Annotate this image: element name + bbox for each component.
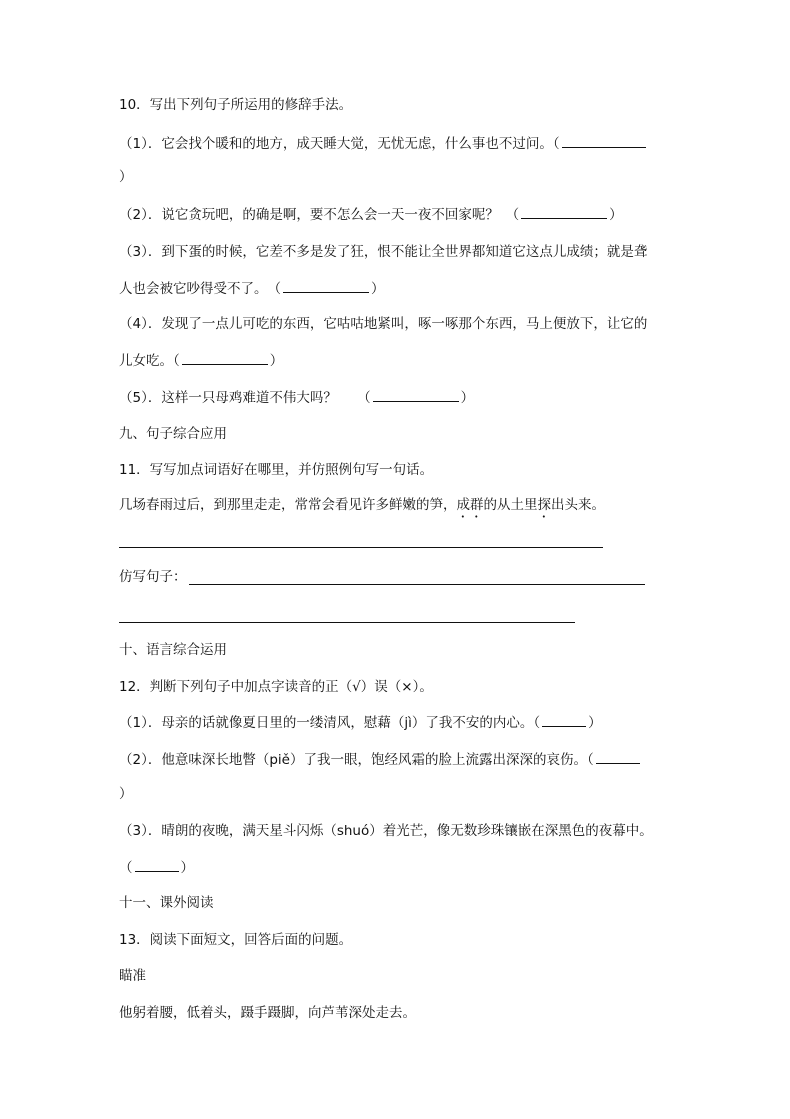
q12-item-2-close: ）	[119, 786, 133, 802]
q10-item-2-close: ）	[609, 207, 623, 223]
q12-item-2-text: （2）．他意味深长地瞥（piě）了我一眼，饱经风霜的脸上流露出深深的哀伤。（	[119, 752, 594, 768]
q10-item-4-cont	[119, 351, 283, 370]
q10-item-2-text: （2）．说它贪玩吧，的确是啊，要不怎么会一天一夜不回家呢？ （	[119, 207, 520, 223]
q10-title: 10．写出下列句子所运用的修辞手法。	[119, 97, 353, 113]
q12-item-1	[119, 713, 602, 732]
q11-imitate-line-1[interactable]	[189, 584, 645, 585]
q13-passage-title: 瞄准	[119, 968, 146, 984]
q10-item-4: （4）．发现了一点儿可吃的东西，它咕咕地紧叫，啄一啄那个东西，马上便放下，让它的	[119, 316, 648, 332]
q10-item-3: （3）．到下蛋的时候，它差不多是发了狂，恨不能让全世界都知道它这点儿成绩；就是聋	[119, 244, 648, 260]
q11-title: 11．写写加点词语好在哪里，并仿照例句写一句话。	[119, 462, 434, 478]
q10-item-3-cont-text: 人也会被它吵得受不了。 （	[119, 281, 281, 297]
q12-item-2	[119, 750, 642, 769]
section-10-heading: 十、语言综合运用	[119, 642, 227, 658]
q11-imitate-label: 仿写句子：	[119, 569, 187, 585]
q12-title: 12．判断下列句子中加点字读音的正（√）误（×）。	[119, 679, 433, 695]
q10-item-4-close: ）	[269, 353, 284, 369]
q11-imitate-line-2[interactable]	[119, 622, 575, 623]
q12-item-3: （3）．晴朗的夜晚，满天星斗闪烁（shuó）着光芒，像无数珍珠镶嵌在深黑色的夜幕中。	[119, 823, 653, 839]
q11-sentence-dotted-word-2: 探	[537, 497, 551, 513]
q12-item-1-text: （1）．母亲的话就像夏日里的一缕清风，慰藉（jì）了我不安的内心。（	[119, 715, 541, 731]
q10-item-2	[119, 205, 623, 224]
q11-answer-line-1[interactable]	[119, 547, 603, 548]
q10-item-3-cont	[119, 279, 385, 298]
q13-title: 13．阅读下面短文，回答后面的问题。	[119, 932, 353, 948]
q10-item-1-close: ）	[119, 169, 133, 185]
q12-item-1-answer-blank[interactable]	[542, 713, 586, 727]
q12-item-3-cont	[119, 858, 194, 877]
q10-item-1	[119, 134, 648, 153]
q12-item-2-answer-blank[interactable]	[596, 750, 640, 764]
q10-item-4-cont-text: 儿女吃。（	[119, 353, 180, 369]
q10-item-5-text: （5）．这样一只母鸡难道不伟大吗？ （	[119, 390, 371, 406]
q10-item-2-answer-blank[interactable]	[521, 205, 607, 219]
q12-item-3-cont-text: （	[119, 860, 133, 876]
q11-example-sentence	[119, 496, 605, 521]
q11-sentence-middle: 的从土里	[483, 497, 538, 513]
q10-item-1-answer-blank[interactable]	[562, 134, 646, 148]
q10-item-1-text: （1）．它会找个暖和的地方，成天睡大觉，无忧无虑，什么事也不过问。（	[119, 136, 560, 152]
q11-sentence-after: 出头来。	[551, 497, 605, 513]
q10-item-3-answer-blank[interactable]	[283, 279, 369, 293]
q10-item-5-close: ）	[460, 390, 475, 406]
q12-item-1-close: ）	[588, 715, 602, 731]
q10-item-4-answer-blank[interactable]	[182, 351, 268, 365]
q11-sentence-dotted-word: 成群	[456, 497, 484, 513]
q10-item-5-answer-blank[interactable]	[373, 388, 459, 402]
q11-sentence-before: 几场春雨过后，到那里走走，常常会看见许多鲜嫩的笋，	[119, 497, 457, 513]
q13-passage-paragraph: 他躬着腰，低着头，蹑手蹑脚，向芦苇深处走去。	[119, 1005, 416, 1021]
section-9-heading: 九、句子综合应用	[119, 426, 227, 442]
section-11-heading: 十一、课外阅读	[119, 895, 214, 911]
q10-item-5	[119, 388, 474, 407]
q10-item-3-close: ）	[371, 281, 385, 297]
q12-item-3-close: ）	[180, 860, 194, 876]
q12-item-3-answer-blank[interactable]	[135, 858, 179, 872]
